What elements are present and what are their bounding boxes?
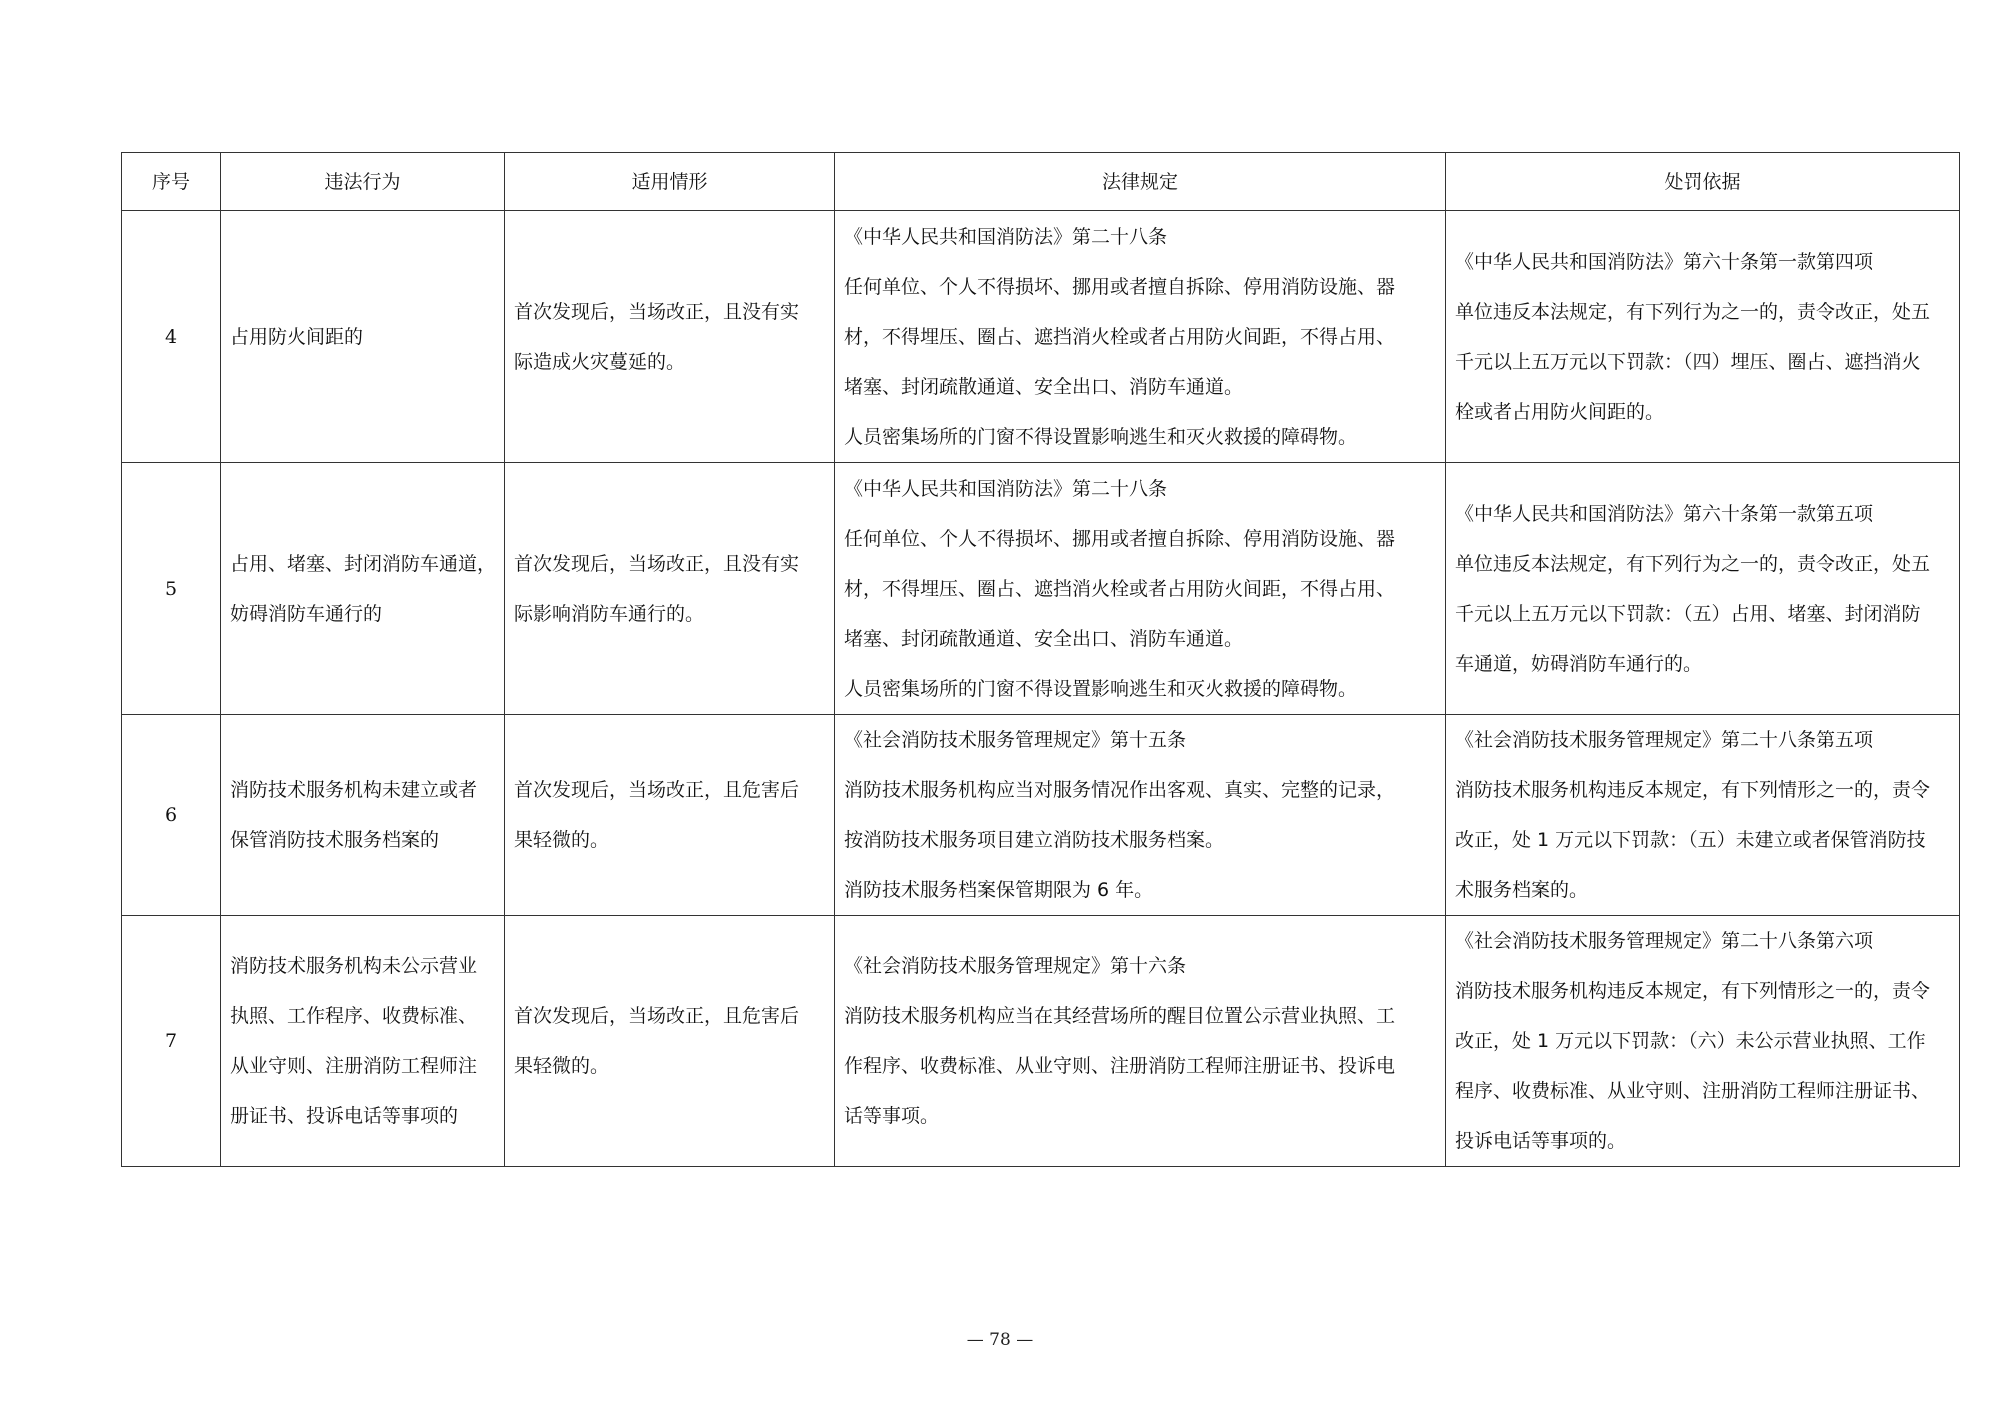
table-row (122, 715, 1960, 916)
cell-line: 改正，处 1 万元以下罚款：（六）未公示营业执照、工作 (1455, 1030, 1926, 1052)
situation-cell (505, 463, 835, 715)
penalty-table (121, 152, 1960, 1167)
cell-line: 作程序、收费标准、从业守则、注册消防工程师注册证书、投诉电 (844, 1055, 1396, 1077)
basis-cell (1446, 916, 1960, 1167)
cell-line: 果轻微的。 (514, 829, 610, 851)
cell-line: 消防技术服务机构未建立或者 (230, 779, 478, 801)
behavior-cell (221, 715, 505, 916)
cell-line: 际影响消防车通行的。 (514, 602, 705, 625)
cell-line: 《社会消防技术服务管理规定》第十六条 (844, 955, 1187, 977)
cell-line: 程序、收费标准、从业守则、注册消防工程师注册证书、 (1455, 1080, 1931, 1102)
situation-cell (505, 715, 835, 916)
cell-line: 保管消防技术服务档案的 (230, 829, 440, 851)
cell-line: 材，不得埋压、圈占、遮挡消火栓或者占用防火间距，不得占用、 (844, 577, 1396, 600)
cell-line: 首次发现后，当场改正，且没有实 (514, 300, 800, 323)
cell-line: 单位违反本法规定，有下列行为之一的，责令改正，处五 (1455, 300, 1931, 323)
cell-line: 千元以上五万元以下罚款：（四）埋压、圈占、遮挡消火 (1455, 350, 1921, 373)
cell-line: 《中华人民共和国消防法》第六十条第一款第五项 (1455, 502, 1874, 525)
behavior-cell (221, 916, 505, 1167)
cell-line: 占用防火间距的 (230, 325, 364, 348)
cell-line: 首次发现后，当场改正，且没有实 (514, 552, 800, 575)
header-no: 序号 (122, 153, 221, 211)
cell-line: 任何单位、个人不得损坏、挪用或者擅自拆除、停用消防设施、器 (844, 275, 1396, 298)
law-cell (835, 211, 1446, 463)
header-basis: 处罚依据 (1446, 153, 1960, 211)
law-cell (835, 463, 1446, 715)
table-row (122, 916, 1960, 1167)
cell-line: 栓或者占用防火间距的。 (1455, 400, 1665, 423)
cell-line: 《中华人民共和国消防法》第六十条第一款第四项 (1455, 250, 1874, 273)
table-row (122, 463, 1960, 715)
cell-line: 消防技术服务档案保管期限为 6 年。 (844, 879, 1154, 901)
row-number: 5 (122, 463, 221, 715)
basis-cell (1446, 463, 1960, 715)
row-number: 4 (122, 211, 221, 463)
row-number: 6 (122, 715, 221, 916)
cell-line: 占用、堵塞、封闭消防车通道， (230, 552, 497, 575)
cell-line: 术服务档案的。 (1455, 879, 1589, 901)
table-row (122, 211, 1960, 463)
cell-line: 首次发现后，当场改正，且危害后 (514, 1005, 800, 1027)
cell-line: 千元以上五万元以下罚款：（五）占用、堵塞、封闭消防 (1455, 602, 1921, 625)
behavior-cell (221, 463, 505, 715)
table-header-row (122, 153, 1960, 211)
cell-line: 《社会消防技术服务管理规定》第十五条 (844, 729, 1187, 751)
cell-line: 人员密集场所的门窗不得设置影响逃生和灭火救援的障碍物。 (844, 425, 1358, 448)
row-number: 7 (122, 916, 221, 1167)
cell-line: 堵塞、封闭疏散通道、安全出口、消防车通道。 (844, 375, 1244, 398)
basis-cell (1446, 715, 1960, 916)
cell-line: 执照、工作程序、收费标准、 (230, 1005, 478, 1027)
cell-line: 按消防技术服务项目建立消防技术服务档案。 (844, 829, 1225, 851)
cell-line: 首次发现后，当场改正，且危害后 (514, 779, 800, 801)
page-number: — 78 — (966, 1330, 1034, 1350)
header-law: 法律规定 (835, 153, 1446, 211)
cell-line: 话等事项。 (844, 1105, 940, 1127)
cell-line: 改正，处 1 万元以下罚款：（五）未建立或者保管消防技 (1455, 829, 1926, 851)
cell-line: 任何单位、个人不得损坏、挪用或者擅自拆除、停用消防设施、器 (844, 527, 1396, 550)
cell-line: 消防技术服务机构违反本规定，有下列情形之一的，责令 (1455, 980, 1931, 1002)
cell-line: 车通道，妨碍消防车通行的。 (1455, 652, 1703, 675)
cell-line: 消防技术服务机构未公示营业 (230, 955, 478, 977)
law-cell (835, 916, 1446, 1167)
cell-line: 消防技术服务机构应当在其经营场所的醒目位置公示营业执照、工 (844, 1005, 1396, 1027)
cell-line: 人员密集场所的门窗不得设置影响逃生和灭火救援的障碍物。 (844, 677, 1358, 700)
behavior-cell (221, 211, 505, 463)
cell-line: 单位违反本法规定，有下列行为之一的，责令改正，处五 (1455, 552, 1931, 575)
law-cell (835, 715, 1446, 916)
situation-cell (505, 916, 835, 1167)
cell-line: 从业守则、注册消防工程师注 (230, 1055, 478, 1077)
cell-line: 材，不得埋压、圈占、遮挡消火栓或者占用防火间距，不得占用、 (844, 325, 1396, 348)
cell-line: 投诉电话等事项的。 (1455, 1130, 1627, 1152)
header-situation: 适用情形 (505, 153, 835, 211)
cell-line: 堵塞、封闭疏散通道、安全出口、消防车通道。 (844, 627, 1244, 650)
cell-line: 际造成火灾蔓延的。 (514, 350, 686, 373)
cell-line: 《社会消防技术服务管理规定》第二十八条第六项 (1455, 930, 1874, 952)
cell-line: 消防技术服务机构应当对服务情况作出客观、真实、完整的记录， (844, 779, 1396, 801)
cell-line: 妨碍消防车通行的 (230, 602, 383, 625)
cell-line: 《中华人民共和国消防法》第二十八条 (844, 477, 1168, 500)
cell-line: 《社会消防技术服务管理规定》第二十八条第五项 (1455, 729, 1874, 751)
basis-cell (1446, 211, 1960, 463)
cell-line: 册证书、投诉电话等事项的 (230, 1105, 459, 1127)
cell-line: 《中华人民共和国消防法》第二十八条 (844, 225, 1168, 248)
header-behavior: 违法行为 (221, 153, 505, 211)
situation-cell (505, 211, 835, 463)
cell-line: 果轻微的。 (514, 1055, 610, 1077)
cell-line: 消防技术服务机构违反本规定，有下列情形之一的，责令 (1455, 779, 1931, 801)
